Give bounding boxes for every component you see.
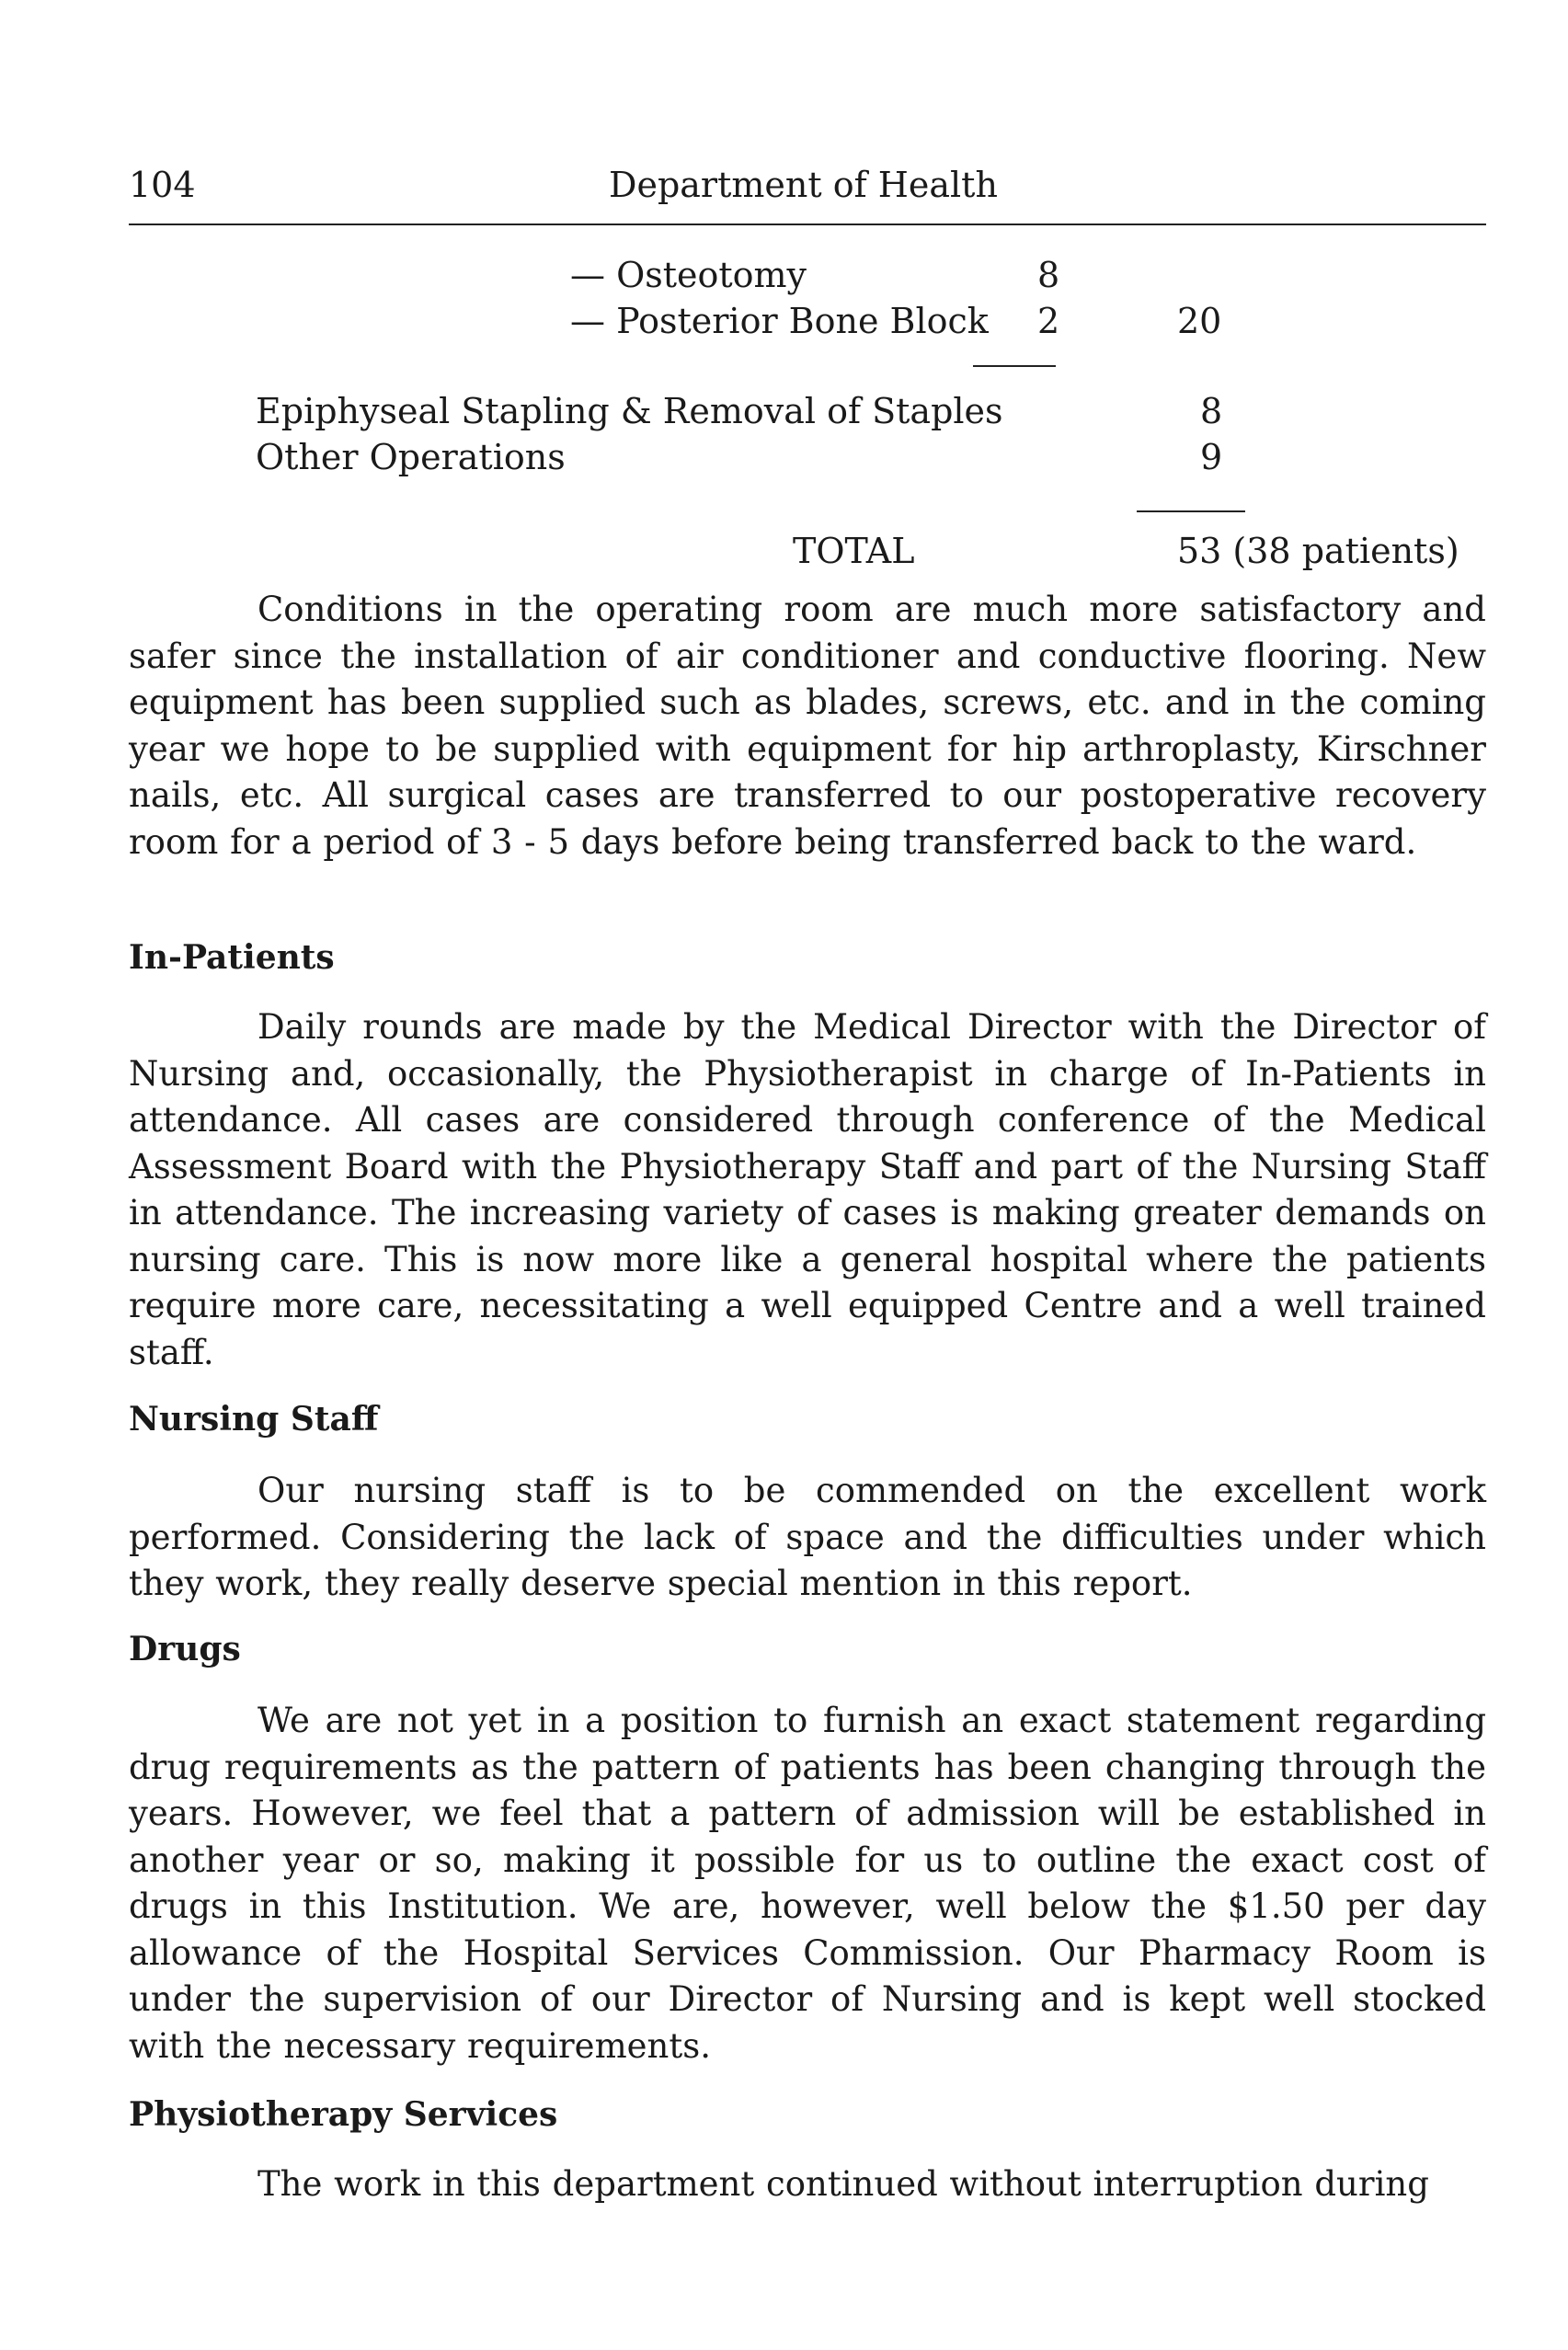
nursing-staff-text: Our nursing staff is to be commended on the excellent work performed. Considering the lack of space and the difficulties under which they work, they really deserve special mention in this report. bbox=[129, 1471, 1486, 1603]
physiotherapy-paragraph bbox=[129, 2161, 1486, 2208]
osteotomy-label: — Osteotomy bbox=[570, 255, 807, 295]
drugs-text: We are not yet in a position to furnish an exact statement regarding drug requirements as the pattern of patients has been changing through the years. However, we feel that a pattern of admission will be established in another year or so, making it possible for us to outline the exact cost of drugs in this Institution. We are, however, well below the $1.50 per day allowance of the Hospital Services Commission. Our Pharmacy Room is under the supervision of our Director of Nursing and is kept well stocked with the necessary requirements. bbox=[129, 1701, 1486, 2066]
in-patients-text: Daily rounds are made by the Medical Director with the Director of Nursing and, occasionally, the Physiotherapist in charge of In-Patients in attendance. All cases are considered through conference of the Medical Assessment Board with the Physiotherapy Staff and part of the Nursing Staff in attendance. The increasing variety of cases is making greater demands on nursing care. This is now more like a general hospital where the patients require more care, necessitating a well equipped Centre and a well trained staff. bbox=[129, 1007, 1486, 1372]
subtotal-rule bbox=[973, 365, 1056, 367]
in-patients-paragraph bbox=[129, 1004, 1486, 1376]
posterior-bone-block-label: — Posterior Bone Block bbox=[570, 301, 989, 341]
drugs-heading: Drugs bbox=[129, 1630, 241, 1668]
physiotherapy-text: The work in this department continued without interruption during bbox=[258, 2164, 1429, 2204]
physiotherapy-heading: Physiotherapy Services bbox=[129, 2095, 558, 2134]
osteotomy-count: 8 bbox=[1037, 255, 1060, 295]
running-title: Department of Health bbox=[609, 165, 998, 205]
epiphyseal-stapling-count: 8 bbox=[1200, 391, 1223, 431]
page-number: 104 bbox=[129, 165, 196, 205]
operating-room-text: Conditions in the operating room are much more satisfactory and safer since the installation of air conditioner and conductive flooring. New equipment has been supplied such as blades, screws, etc. and in the coming year we hope to be supplied with equipment for hip arthroplasty, Kirschner nails, etc. All surgical cases are transferred to our postoperative recovery room for a period of 3 - 5 days before being transferred back to the ward. bbox=[129, 590, 1486, 862]
total-label: TOTAL bbox=[793, 531, 915, 571]
other-operations-count: 9 bbox=[1200, 437, 1223, 477]
total-value: 53 (38 patients) bbox=[1177, 531, 1459, 571]
operating-room-paragraph bbox=[129, 587, 1486, 865]
epiphyseal-stapling-label: Epiphyseal Stapling & Removal of Staples bbox=[256, 391, 1003, 431]
in-patients-heading: In-Patients bbox=[129, 938, 335, 977]
other-operations-label: Other Operations bbox=[256, 437, 566, 477]
header-rule bbox=[129, 224, 1486, 225]
posterior-bone-block-count: 2 bbox=[1037, 301, 1060, 341]
total-rule bbox=[1137, 510, 1245, 512]
nursing-staff-heading: Nursing Staff bbox=[129, 1400, 379, 1439]
drugs-paragraph bbox=[129, 1698, 1486, 2069]
osteotomy-subtotal: 20 bbox=[1177, 301, 1222, 341]
nursing-staff-paragraph bbox=[129, 1468, 1486, 1608]
